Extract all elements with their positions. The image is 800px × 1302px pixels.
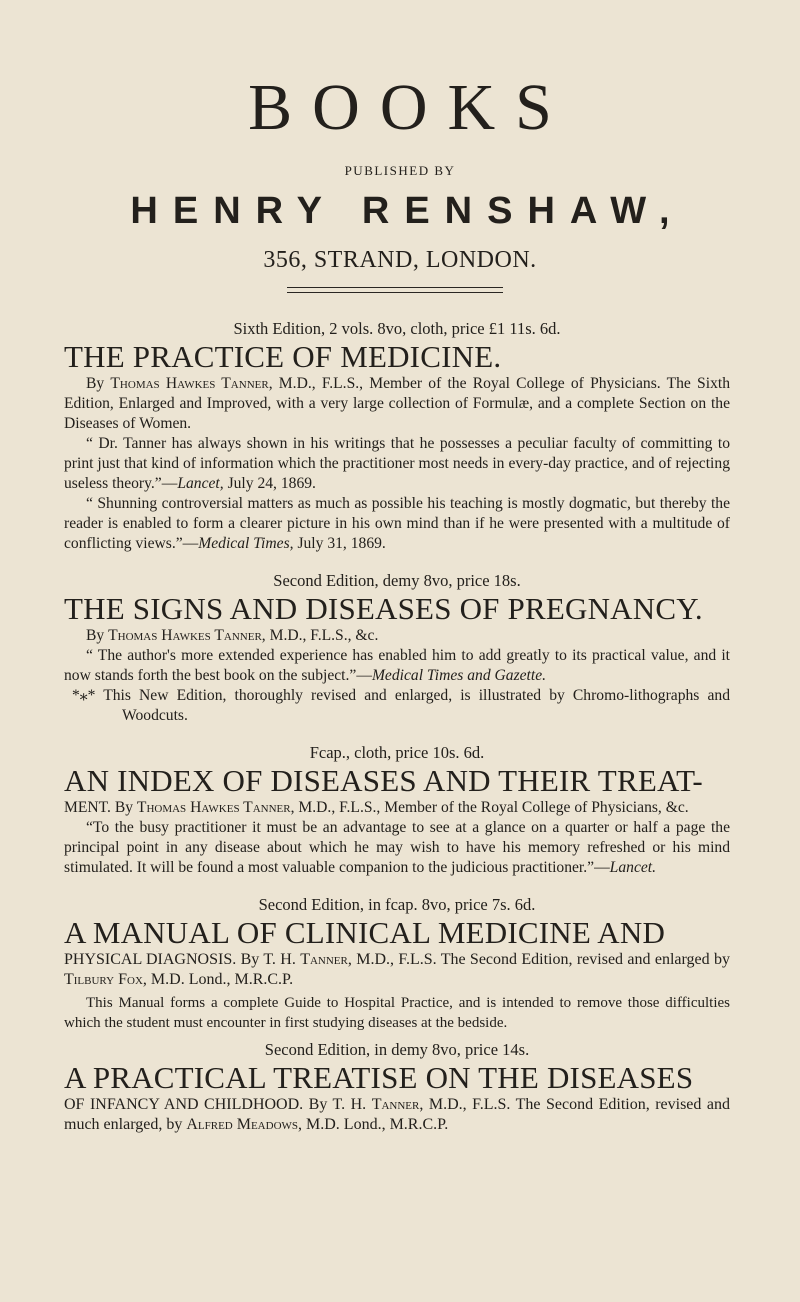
review-source: Medical Times, [198,535,294,552]
author-name: Tanner [300,951,348,968]
book-description: By Thomas Hawkes Tanner, M.D., F.L.S., &c. [86,627,379,644]
book-title-continued: MENT. [64,799,111,816]
book-entry [64,318,730,554]
review-source: Lancet, [177,475,224,492]
author-name: Thomas Hawkes Tanner [136,799,291,816]
book-title: A MANUAL OF CLINICAL MEDICINE AND [64,915,666,950]
book-description: OF INFANCY AND CHILDHOOD. By T. H. Tanner, M.D., F.L.S. The Second Edition, revised and much enlarged, by Alfred Meadows, M.D. Lond., M.R.C.P. [64,1096,731,1133]
review-quote: “ Dr. Tanner has always shown in his writings that he possesses a peculiar faculty of committing to print just that kind of information which the practitioner most needs in every-day practice, and of rejecting useless theory.”—Lancet, July 24, 1869. [64,435,730,492]
asterism: *⁎* [72,687,96,704]
edition-note: *⁎* This New Edition, thoroughly revised and enlarged, is illustrated by Chromo-lithographs and Woodcuts. [72,687,730,724]
double-rule-top [287,287,503,288]
published-by-label: PUBLISHED BY [344,163,456,178]
book-subtitle: PHYSICAL DIAGNOSIS. [64,951,237,968]
review-source: Medical Times and Gazette. [371,667,547,684]
book-description: PHYSICAL DIAGNOSIS. By T. H. Tanner, M.D., F.L.S. The Second Edition, revised and enlarged by Tilbury Fox, M.D. Lond., M.R.C.P. [64,951,731,988]
book-entry [64,570,730,726]
author-name: Thomas Hawkes Tanner [108,627,262,644]
review-quote: “To the busy practitioner it must be an advantage to see at a glance on a quarter or half a page the principal point in any disease about which he may wish to have his memory refreshed or his mind stimulated. It will be found a most valuable companion to the judicious practitioner.”—Lancet. [64,819,730,876]
book-title: AN INDEX OF DISEASES AND THEIR TREAT- [64,763,703,798]
editor-name: Tilbury Fox [64,971,143,988]
edition-line: Fcap., cloth, price 10s. 6d. [309,743,485,762]
author-name: Tanner [371,1096,420,1113]
book-subtitle: OF INFANCY AND CHILDHOOD. [64,1096,304,1113]
review-quote: “ The author's more extended experience has enabled him to add greatly to its practical value, and it now stands forth the best book on the subject.”—Medical Times and Gazette. [64,647,730,684]
edition-line: Second Edition, in fcap. 8vo, price 7s. 6d. [258,895,536,914]
author-name: Thomas Hawkes Tanner [110,375,269,392]
book-entry [64,1039,730,1135]
book-title: THE PRACTICE OF MEDICINE. [64,339,502,374]
book-description: By Thomas Hawkes Tanner, M.D., F.L.S., Member of the Royal College of Physicians. The Sixth Edition, Enlarged and Improved, with a very large collection of Formulæ, and a complete Section on the Diseases of Women. [64,375,730,432]
edition-line: Second Edition, in demy 8vo, price 14s. [264,1040,530,1059]
book-title: A PRACTICAL TREATISE ON THE DISEASES [64,1060,694,1095]
book-entry [64,742,730,878]
book-description: MENT. By Thomas Hawkes Tanner, M.D., F.L.S., Member of the Royal College of Physicians, &c. [64,799,689,816]
book-summary: This Manual forms a complete Guide to Hospital Practice, and is intended to remove those difficulties which the student must encounter in first studying diseases at the bedside. [64,995,730,1031]
double-rule-bottom [287,292,503,293]
book-list [64,318,730,1135]
review-quote: “ Shunning controversial matters as much as possible his teaching is mostly dogmatic, but thereby the reader is enabled to form a clearer picture in his own mind than if he were presented with a multitude of conflicting views.”—Medical Times, July 31, 1869. [64,495,730,552]
book-entry [64,894,730,1033]
editor-name: Alfred Meadows [186,1116,299,1133]
edition-line: Second Edition, demy 8vo, price 18s. [273,571,521,590]
review-source: Lancet. [609,859,657,876]
page-title: BOOKS [248,71,572,144]
publisher-name: HENRY RENSHAW, [130,190,685,232]
publisher-address: 356, STRAND, LONDON. [263,247,537,273]
edition-line: Sixth Edition, 2 vols. 8vo, cloth, price £1 11s. 6d. [233,319,561,338]
book-title: THE SIGNS AND DISEASES OF PREGNANCY. [64,591,703,626]
